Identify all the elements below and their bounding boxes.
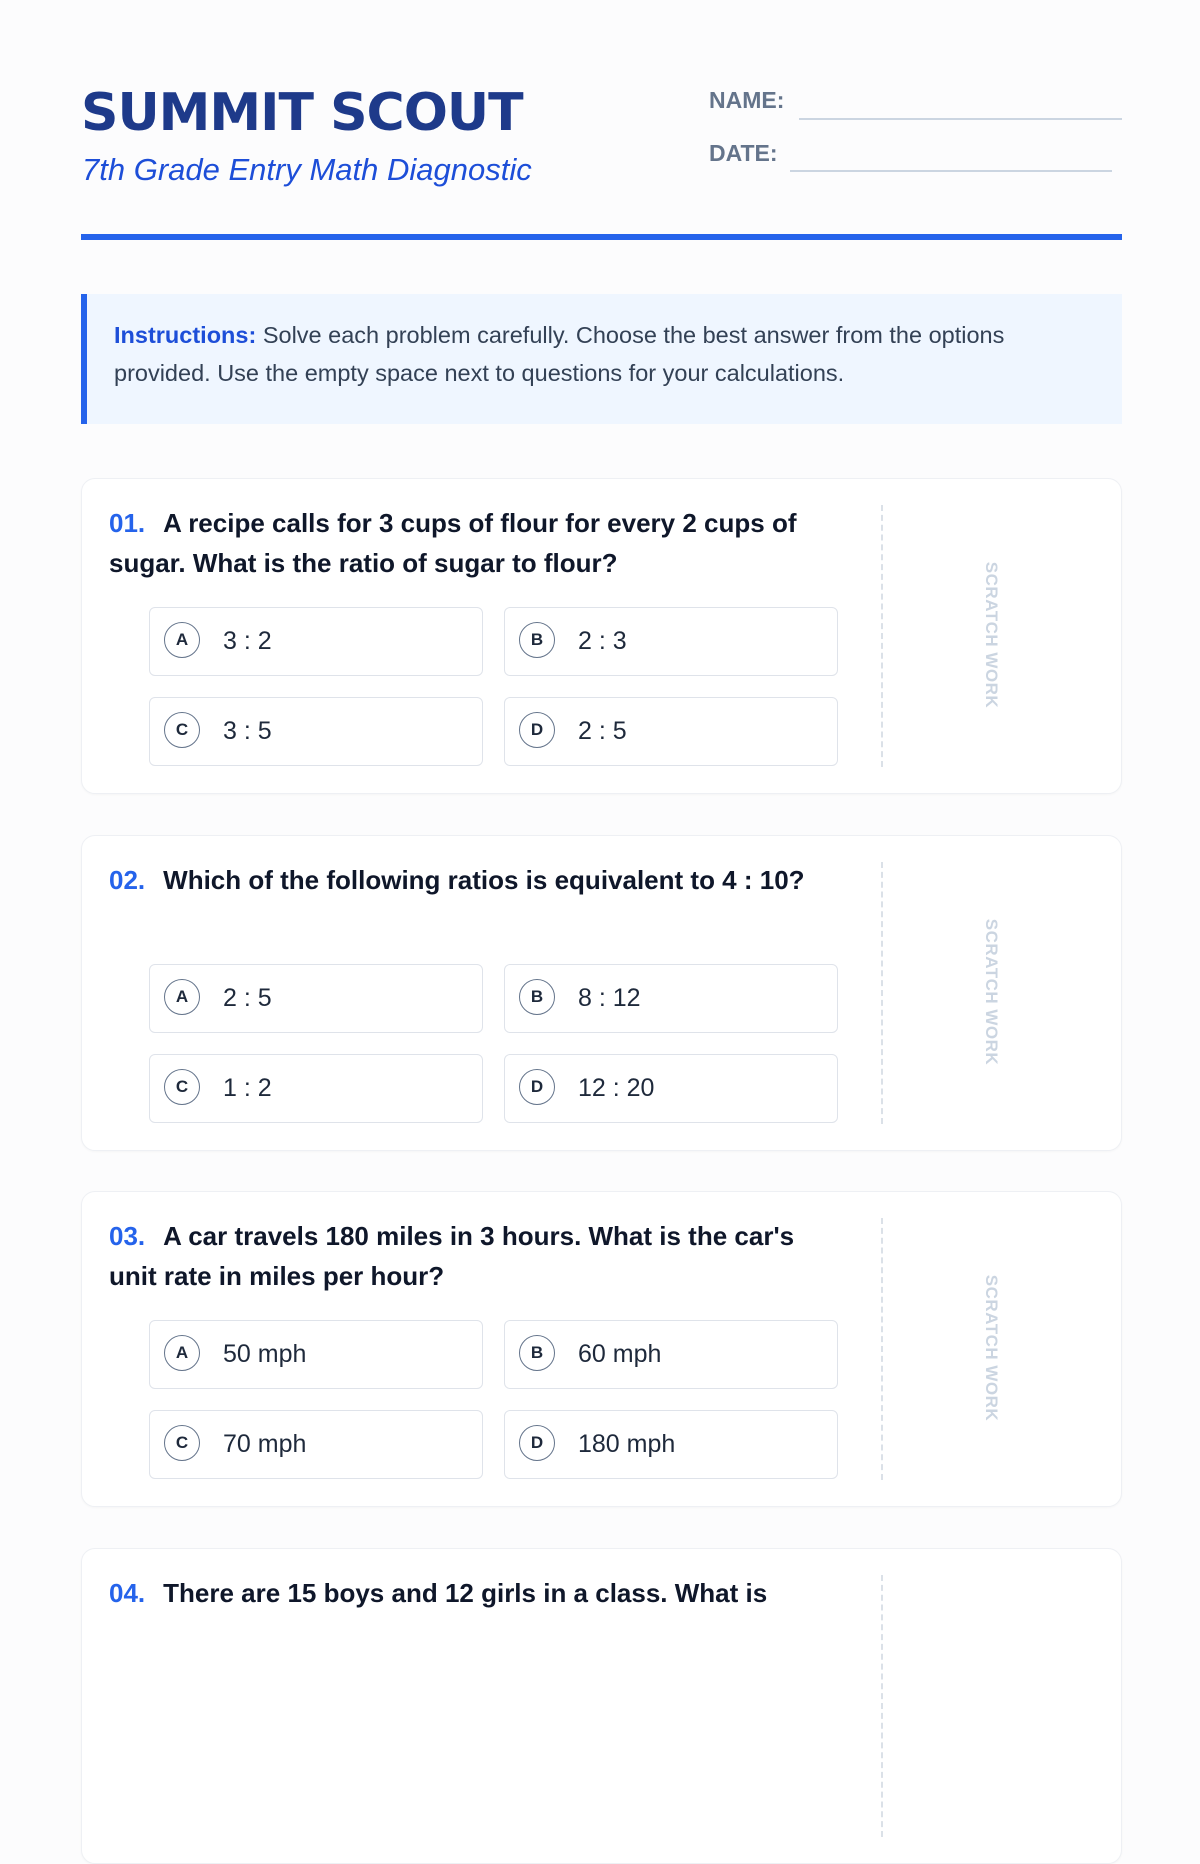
answer-option-d[interactable]	[504, 697, 838, 766]
option-text: 3 : 5	[223, 717, 272, 745]
question-card-3	[81, 1191, 1122, 1507]
question-prompt: There are 15 boys and 12 girls in a class. What is	[163, 1578, 768, 1608]
question-text	[109, 1573, 829, 1613]
option-letter-badge: C	[164, 712, 200, 748]
question-card-4	[81, 1548, 1122, 1864]
question-number: 04.	[109, 1578, 146, 1608]
option-text: 12 : 20	[578, 1074, 655, 1102]
option-text: 2 : 3	[578, 627, 627, 655]
option-letter-badge: B	[519, 1335, 555, 1371]
answer-option-c[interactable]	[149, 697, 483, 766]
option-text: 50 mph	[223, 1340, 307, 1368]
question-prompt: Which of the following ratios is equivalent to 4 : 10?	[163, 865, 805, 895]
scratch-work-label: SCRATCH WORK	[982, 1274, 1001, 1422]
answer-option-b[interactable]	[504, 1320, 838, 1389]
scratch-divider	[881, 1218, 883, 1480]
question-card-2	[81, 835, 1122, 1151]
answer-option-b[interactable]	[504, 964, 838, 1033]
question-number: 01.	[109, 508, 146, 538]
header-divider	[81, 234, 1122, 240]
question-text	[109, 503, 829, 583]
option-letter-badge: D	[519, 1069, 555, 1105]
answer-option-d[interactable]	[504, 1054, 838, 1123]
question-card-1	[81, 478, 1122, 794]
instructions-label: Instructions:	[114, 322, 257, 348]
answer-option-a[interactable]	[149, 1320, 483, 1389]
answer-option-c[interactable]	[149, 1410, 483, 1479]
worksheet-title: SUMMIT SCOUT	[81, 83, 523, 143]
worksheet-subtitle: 7th Grade Entry Math Diagnostic	[82, 152, 532, 187]
scratch-work-label: SCRATCH WORK	[982, 561, 1001, 709]
option-text: 60 mph	[578, 1340, 662, 1368]
answer-option-b[interactable]	[504, 607, 838, 676]
option-letter-badge: C	[164, 1069, 200, 1105]
instructions-text	[114, 316, 1104, 392]
answer-option-d[interactable]	[504, 1410, 838, 1479]
option-text: 2 : 5	[223, 984, 272, 1012]
option-letter-badge: D	[519, 1425, 555, 1461]
date-line[interactable]	[790, 170, 1112, 172]
scratch-divider	[881, 1575, 883, 1837]
instructions-body: Solve each problem carefully. Choose the best answer from the options provided. Use the empty space next to questions for your calculations.	[114, 322, 1005, 386]
question-prompt: A recipe calls for 3 cups of flour for every 2 cups of sugar. What is the ratio of sugar to flour?	[109, 508, 797, 578]
name-line[interactable]	[799, 118, 1122, 120]
option-letter-badge: A	[164, 1335, 200, 1371]
worksheet-page	[81, 0, 1122, 1608]
option-text: 70 mph	[223, 1430, 307, 1458]
worksheet-header	[81, 0, 1122, 240]
option-letter-badge: B	[519, 622, 555, 658]
option-letter-badge: C	[164, 1425, 200, 1461]
instructions-box	[81, 294, 1122, 424]
option-letter-badge: A	[164, 622, 200, 658]
option-text: 8 : 12	[578, 984, 641, 1012]
question-text	[109, 860, 829, 900]
scratch-divider	[881, 505, 883, 767]
scratch-work-label: SCRATCH WORK	[982, 918, 1001, 1066]
option-text: 2 : 5	[578, 717, 627, 745]
option-letter-badge: B	[519, 979, 555, 1015]
option-text: 180 mph	[578, 1430, 676, 1458]
question-number: 03.	[109, 1221, 146, 1251]
option-letter-badge: D	[519, 712, 555, 748]
scratch-divider	[881, 862, 883, 1124]
question-prompt: A car travels 180 miles in 3 hours. What is the car's unit rate in miles per hour?	[109, 1221, 795, 1291]
option-text: 1 : 2	[223, 1074, 272, 1102]
answer-option-c[interactable]	[149, 1054, 483, 1123]
date-label: DATE:	[709, 140, 778, 166]
question-text	[109, 1216, 829, 1296]
answer-option-a[interactable]	[149, 964, 483, 1033]
option-text: 3 : 2	[223, 627, 272, 655]
option-letter-badge: A	[164, 979, 200, 1015]
name-label: NAME:	[709, 87, 785, 113]
question-number: 02.	[109, 865, 146, 895]
answer-option-a[interactable]	[149, 607, 483, 676]
